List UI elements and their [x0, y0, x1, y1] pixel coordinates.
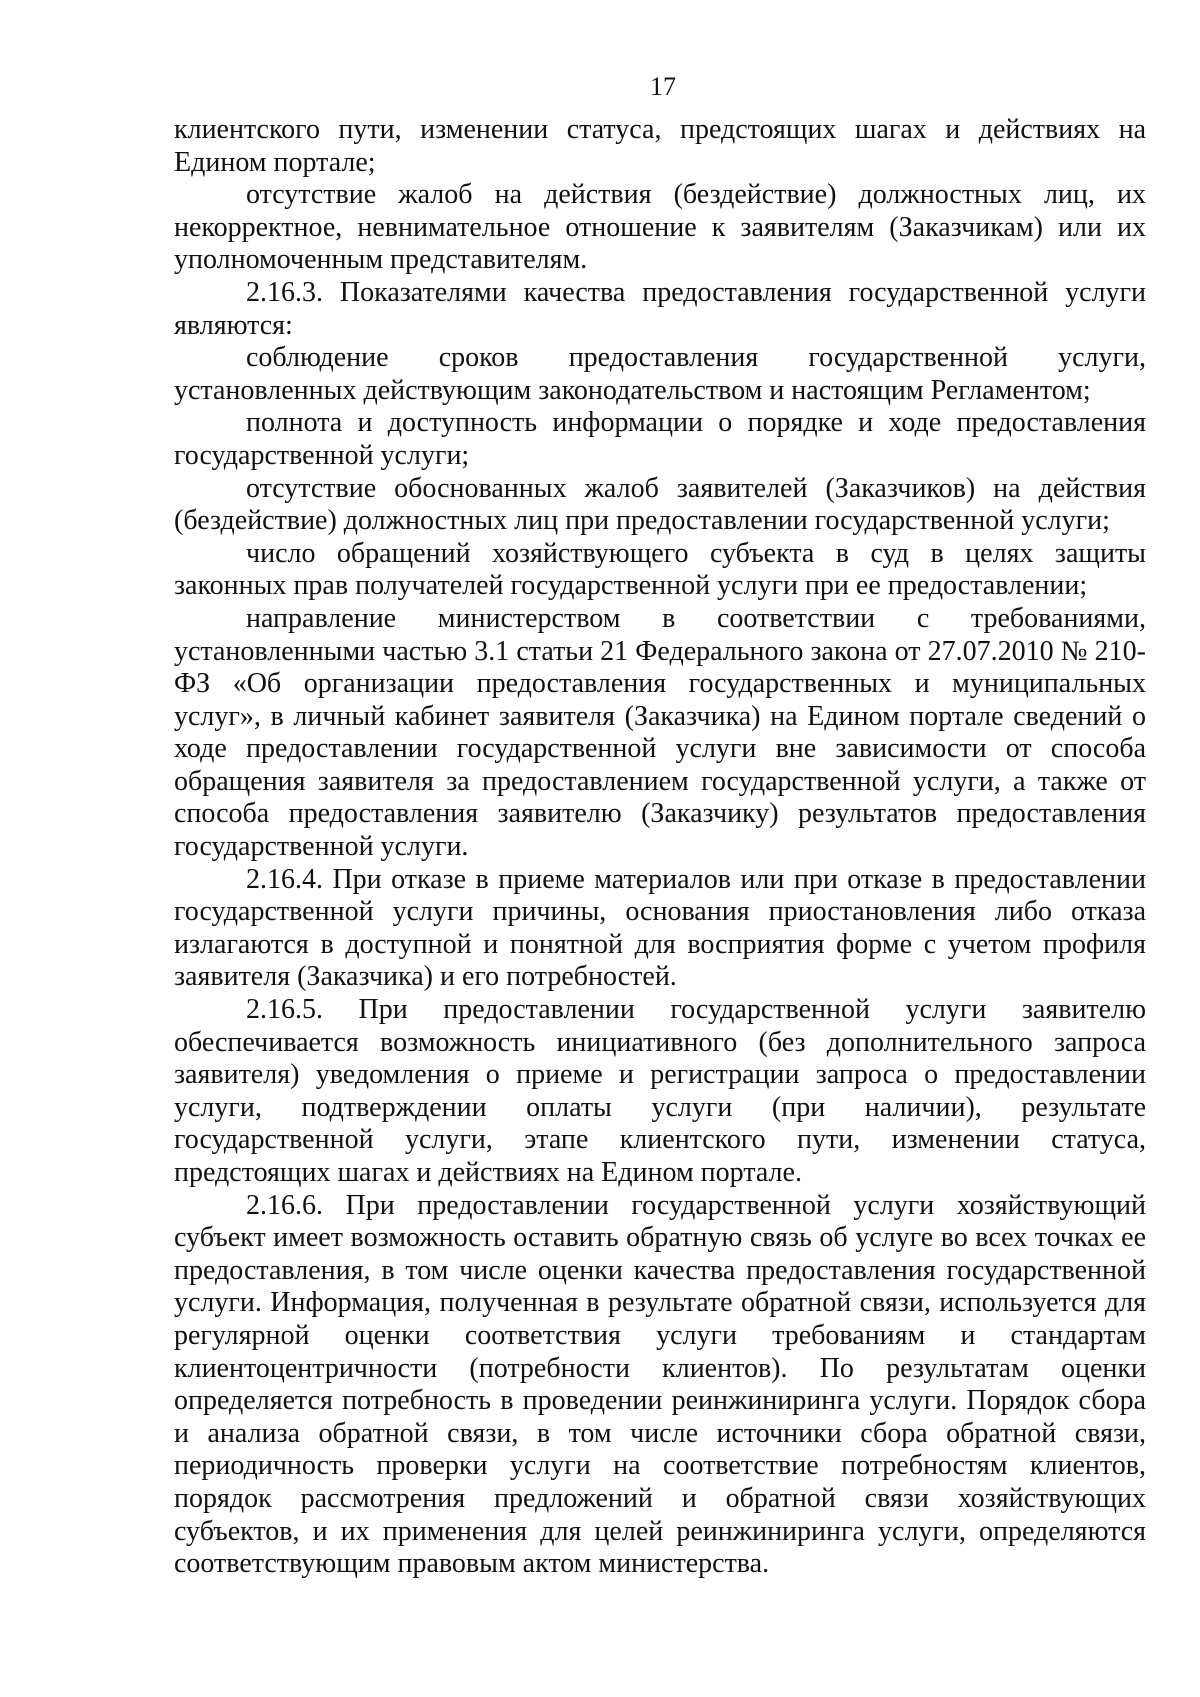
paragraph-2-16-3: 2.16.3. Показателями качества предоставления государственной услуги являются: — [174, 276, 1146, 341]
paragraph-information-completeness: полнота и доступность информации о порядке и ходе предоставления государственной услуги; — [174, 407, 1146, 471]
paragraph-2-16-5: 2.16.5. При предоставлении государственной услуги заявителю обеспечивается возможность инициативного (без дополнительного запроса заявителя) уведомления о приеме и регистрации запроса о предоставлении услуги, подтверждении оплаты услуги (при наличии), результате государственной услуги, этапе клиентского пути, изменении статуса, предстоящих шагах и действиях на Едином портале. — [174, 994, 1146, 1188]
paragraph-2-16-6: 2.16.6. При предоставлении государственной услуги хозяйствующий субъект имеет возможность оставить обратную связь об услуге во всех точках ее предоставления, в том числе оценки качества предоставления государственной услуги. Информация, полученная в результате обратной связи, используется для регулярной оценки соответствия услуги требованиям и стандартам клиентоцентричности (потребности клиентов). По результатам оценки определяется потребность в проведении реинжиниринга услуги. Порядок сбора и анализа обратной связи, в том числе источники сбора обратной связи, периодичность проверки услуги на соответствие потребностям клиентов, порядок рассмотрения предложений и обратной связи хозяйствующих субъектов, и их применения для целей реинжиниринга услуги, определяются соответствующим правовым актом министерства. — [174, 1189, 1146, 1580]
paragraph-justified-complaints: отсутствие обоснованных жалоб заявителей (Заказчиков) на действия (бездействие) должностных лиц при предоставлении государственной услуги; — [174, 472, 1146, 537]
page-number: 17 — [650, 72, 676, 101]
paragraph-2-16-4: 2.16.4. При отказе в приеме материалов или при отказе в предоставлении государственной услуги причины, основания приостановления либо отказа излагаются в доступной и понятной для восприятия форме с учетом профиля заявителя (Заказчика) и его потребностей. — [174, 863, 1146, 993]
paragraph-continuation: клиентского пути, изменении статуса, предстоящих шагах и действиях на Едином портале; — [174, 114, 1146, 178]
paragraph-ministry-notification: направление министерством в соответствии с требованиями, установленными частью 3.1 статьи 21 Федерального закона от 27.07.2010 № 210-ФЗ «Об организации предоставления государственных и муниципальных услуг», в личный кабинет заявителя (Заказчика) на Едином портале сведений о ходе предоставлении государственной услуги вне зависимости от способа обращения заявителя за предоставлением государственной услуги, а также от способа предоставления заявителю (Заказчику) результатов предоставления государственной услуги. — [174, 602, 1146, 863]
paragraph-deadlines: соблюдение сроков предоставления государственной услуги, установленных действующим законодательством и настоящим Регламентом; — [174, 342, 1146, 406]
paragraph-no-complaints: отсутствие жалоб на действия (бездействие) должностных лиц, их некорректное, невнимательное отношение к заявителям (Заказчикам) или их уполномоченным представителям. — [174, 179, 1146, 276]
document-body — [174, 114, 1146, 1581]
paragraph-court-appeals: число обращений хозяйствующего субъекта в суд в целях защиты законных прав получателей государственной услуги при ее предоставлении; — [174, 537, 1146, 602]
